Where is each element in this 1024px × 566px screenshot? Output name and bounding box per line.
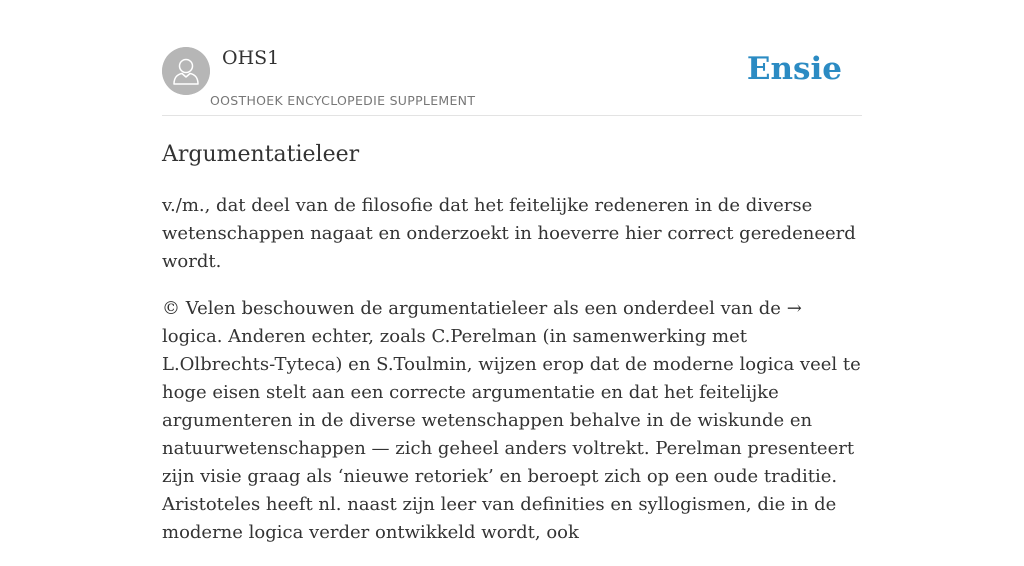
entry-paragraph: v./m., dat deel van de filosofie dat het feitelijke redeneren in de diverse wetenschappen nagaat en onderzoekt in hoeverre hier correct geredeneerd wordt. — [162, 195, 856, 272]
entry-body — [162, 192, 862, 566]
ensie-logo[interactable]: Ensie — [746, 51, 842, 87]
paragraph-text: © Velen beschouwen de argumentatieleer als een onderdeel van de — [162, 298, 787, 319]
paragraph-text: . Anderen echter, zoals C.Perelman (in samenwerking met L.Olbrechts-Tyteca) en S.Toulmin, wijzen erop dat de moderne logica veel te hoge eisen stelt aan een correcte argumentatie en dat het feitelijke argumenteren in de diverse wetenschappen behalve in de wiskunde en natuurwetenschappen — zich geheel anders voltrekt. Perelman presenteert zijn visie graag als ‘nieuwe retoriek’ en beroept zich op een oude traditie. Aristoteles heeft nl. naast zijn leer van definities en syllogismen, die in de moderne logica verder ontwikkeld wordt, ook — [162, 326, 861, 543]
author-name[interactable]: OHS1 — [222, 47, 280, 69]
page-container — [162, 0, 862, 543]
source-label[interactable]: OOSTHOEK ENCYCLOPEDIE SUPPLEMENT — [210, 93, 476, 108]
author-avatar[interactable] — [162, 47, 210, 95]
entry-paragraph — [162, 295, 862, 547]
user-icon — [162, 47, 210, 95]
logica-link[interactable]: → logica — [162, 298, 802, 347]
entry-title: Argumentatieleer — [162, 142, 360, 167]
entry-header — [162, 0, 862, 116]
